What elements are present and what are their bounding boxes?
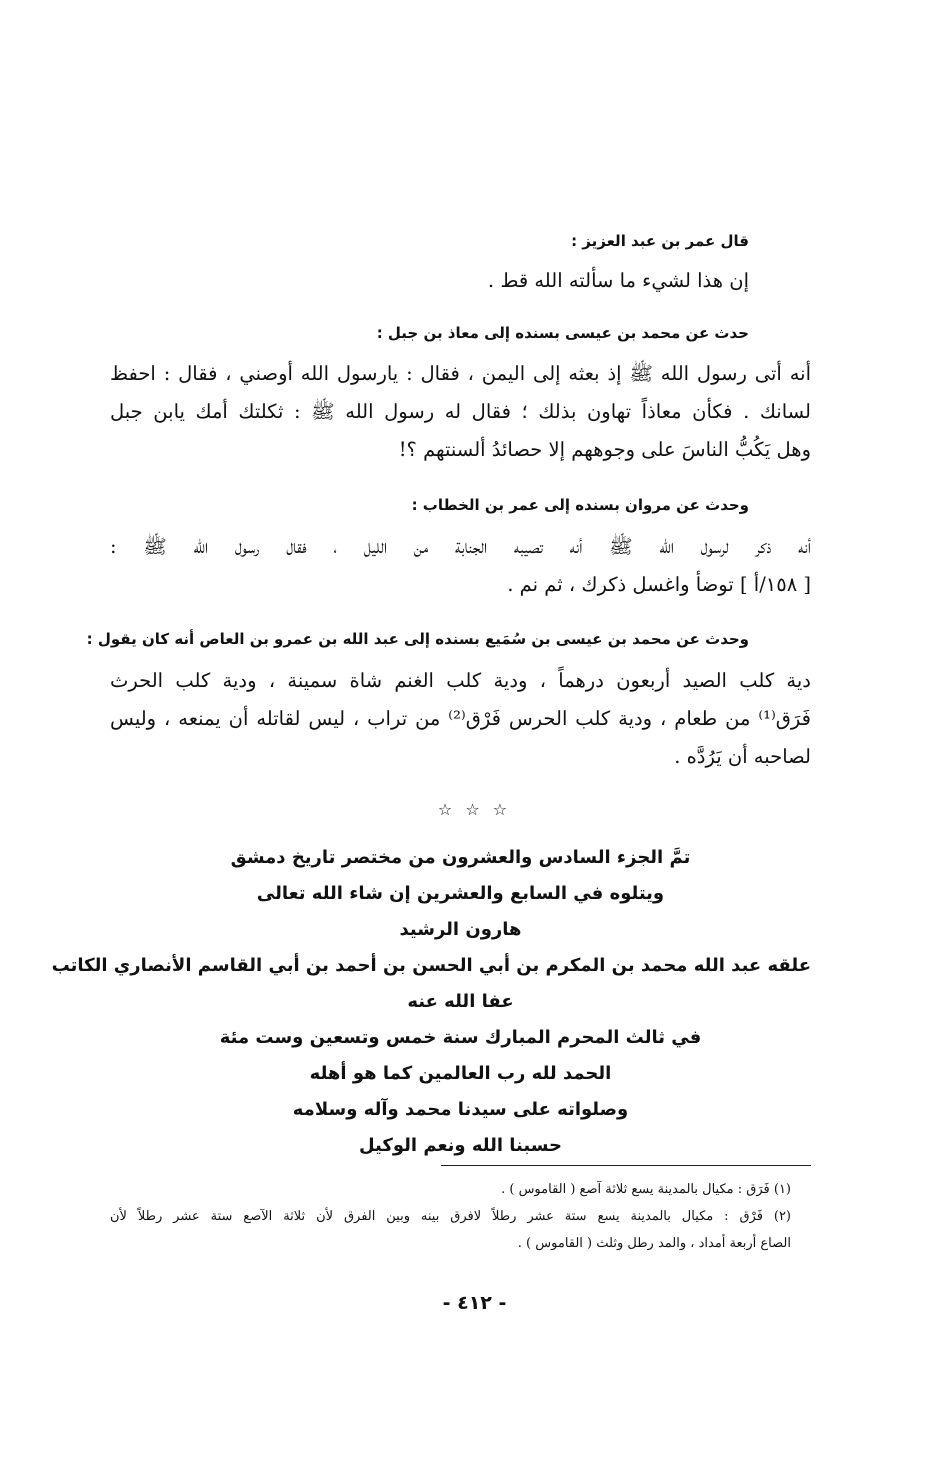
text-line: لسانك . فكأن معاذاً تهاون بذلك ؛ فقال له رسول الله ﷺ : ثكلتك أمك يابن جبل bbox=[110, 400, 811, 423]
footnote-2: (٢) فَرْق : مكيال بالمدينة يسع ستة عشر رطلاً لافرق بينه وبين الفرق لأن ثلاثة الآصع ستة عشر رطلاً لأن bbox=[110, 1209, 791, 1224]
text-line: وهل يَكُبُّ الناسَ على وجوههم إلا حصائدُ ألسنتهم ؟! bbox=[398, 438, 811, 461]
colophon-line: عفا الله عنه bbox=[407, 991, 514, 1012]
colophon-line: هارون الرشيد bbox=[399, 919, 522, 940]
colophon-line: علقه عبد الله محمد بن المكرم بن أبي الحسن بن أحمد بن أبي القاسم الأنصاري الكاتب bbox=[51, 955, 811, 976]
footnote-1: (١) فَرَق : مكيال بالمدينة يسع ثلاثة آصع ( القاموس ) . bbox=[501, 1182, 791, 1197]
text-line: فَرَق⁽¹⁾ من طعام ، ودية كلب الحرس فَرْق⁽²⁾ من تراب ، ليس لقاتله أن يمنعه ، وليس bbox=[110, 707, 811, 730]
colophon bbox=[51, 840, 811, 1164]
section-heading-muadh: حدث عن محمد بن عيسى بسنده إلى معاذ بن جبل : bbox=[376, 324, 749, 342]
section-text-marwan bbox=[110, 528, 811, 604]
text-line: لصاحبه أن يَرُدَّه . bbox=[674, 745, 811, 768]
stars-separator: ☆ ☆ ☆ bbox=[437, 800, 512, 819]
section-text-umar: إن هذا لشيء ما سألته الله قط . bbox=[487, 269, 749, 292]
colophon-line: في ثالث المحرم المبارك سنة خمس وتسعين وست مئة bbox=[219, 1027, 702, 1048]
colophon-line: الحمد لله رب العالمين كما هو أهله bbox=[309, 1063, 612, 1084]
section-heading-marwan: وحدث عن مروان بسنده إلى عمر بن الخطاب : bbox=[411, 496, 749, 514]
footnote-2-continuation: الصاع أربعة أمداد ، والمد رطل وثلث ( القاموس ) . bbox=[517, 1236, 791, 1251]
section-heading-umar: قال عمر بن عبد العزيز : bbox=[571, 232, 749, 250]
text-line: أنه ذكر لرسول الله ﷺ أنه تصيبه الجنابة من الليل ، فقال رسول الله ﷺ : bbox=[110, 535, 811, 558]
text-line: دية كلب الصيد أربعون درهماً ، ودية كلب الغنم شاة سمينة ، ودية كلب الحرث bbox=[110, 669, 811, 692]
page-number: - ٤١٢ - bbox=[442, 1292, 507, 1314]
section-heading-ibn-amr: وحدث عن محمد بن عيسى بن سُمَيع بسنده إلى عبد الله بن عمرو بن العاص أنه كان يقول : bbox=[86, 630, 749, 648]
section-text-ibn-amr bbox=[110, 662, 811, 776]
colophon-line: وصلواته على سيدنا محمد وآله وسلامه bbox=[292, 1099, 629, 1120]
text-line: [ ١٥٨/أ ] توضأ واغسل ذكرك ، ثم نم . bbox=[507, 573, 811, 596]
colophon-line: حسبنا الله ونعم الوكيل bbox=[358, 1135, 563, 1156]
footnotes bbox=[110, 1176, 791, 1257]
section-text-muadh bbox=[110, 355, 811, 469]
footnote-divider bbox=[441, 1165, 811, 1166]
colophon-line: تمَّ الجزء السادس والعشرون من مختصر تاريخ دمشق bbox=[230, 847, 691, 868]
colophon-line: ويتلوه في السابع والعشرين إن شاء الله تعالى bbox=[256, 883, 665, 904]
text-line: أنه أتى رسول الله ﷺ إذ بعثه إلى اليمن ، فقال : يارسول الله أوصني ، فقال : احفظ bbox=[110, 362, 811, 385]
